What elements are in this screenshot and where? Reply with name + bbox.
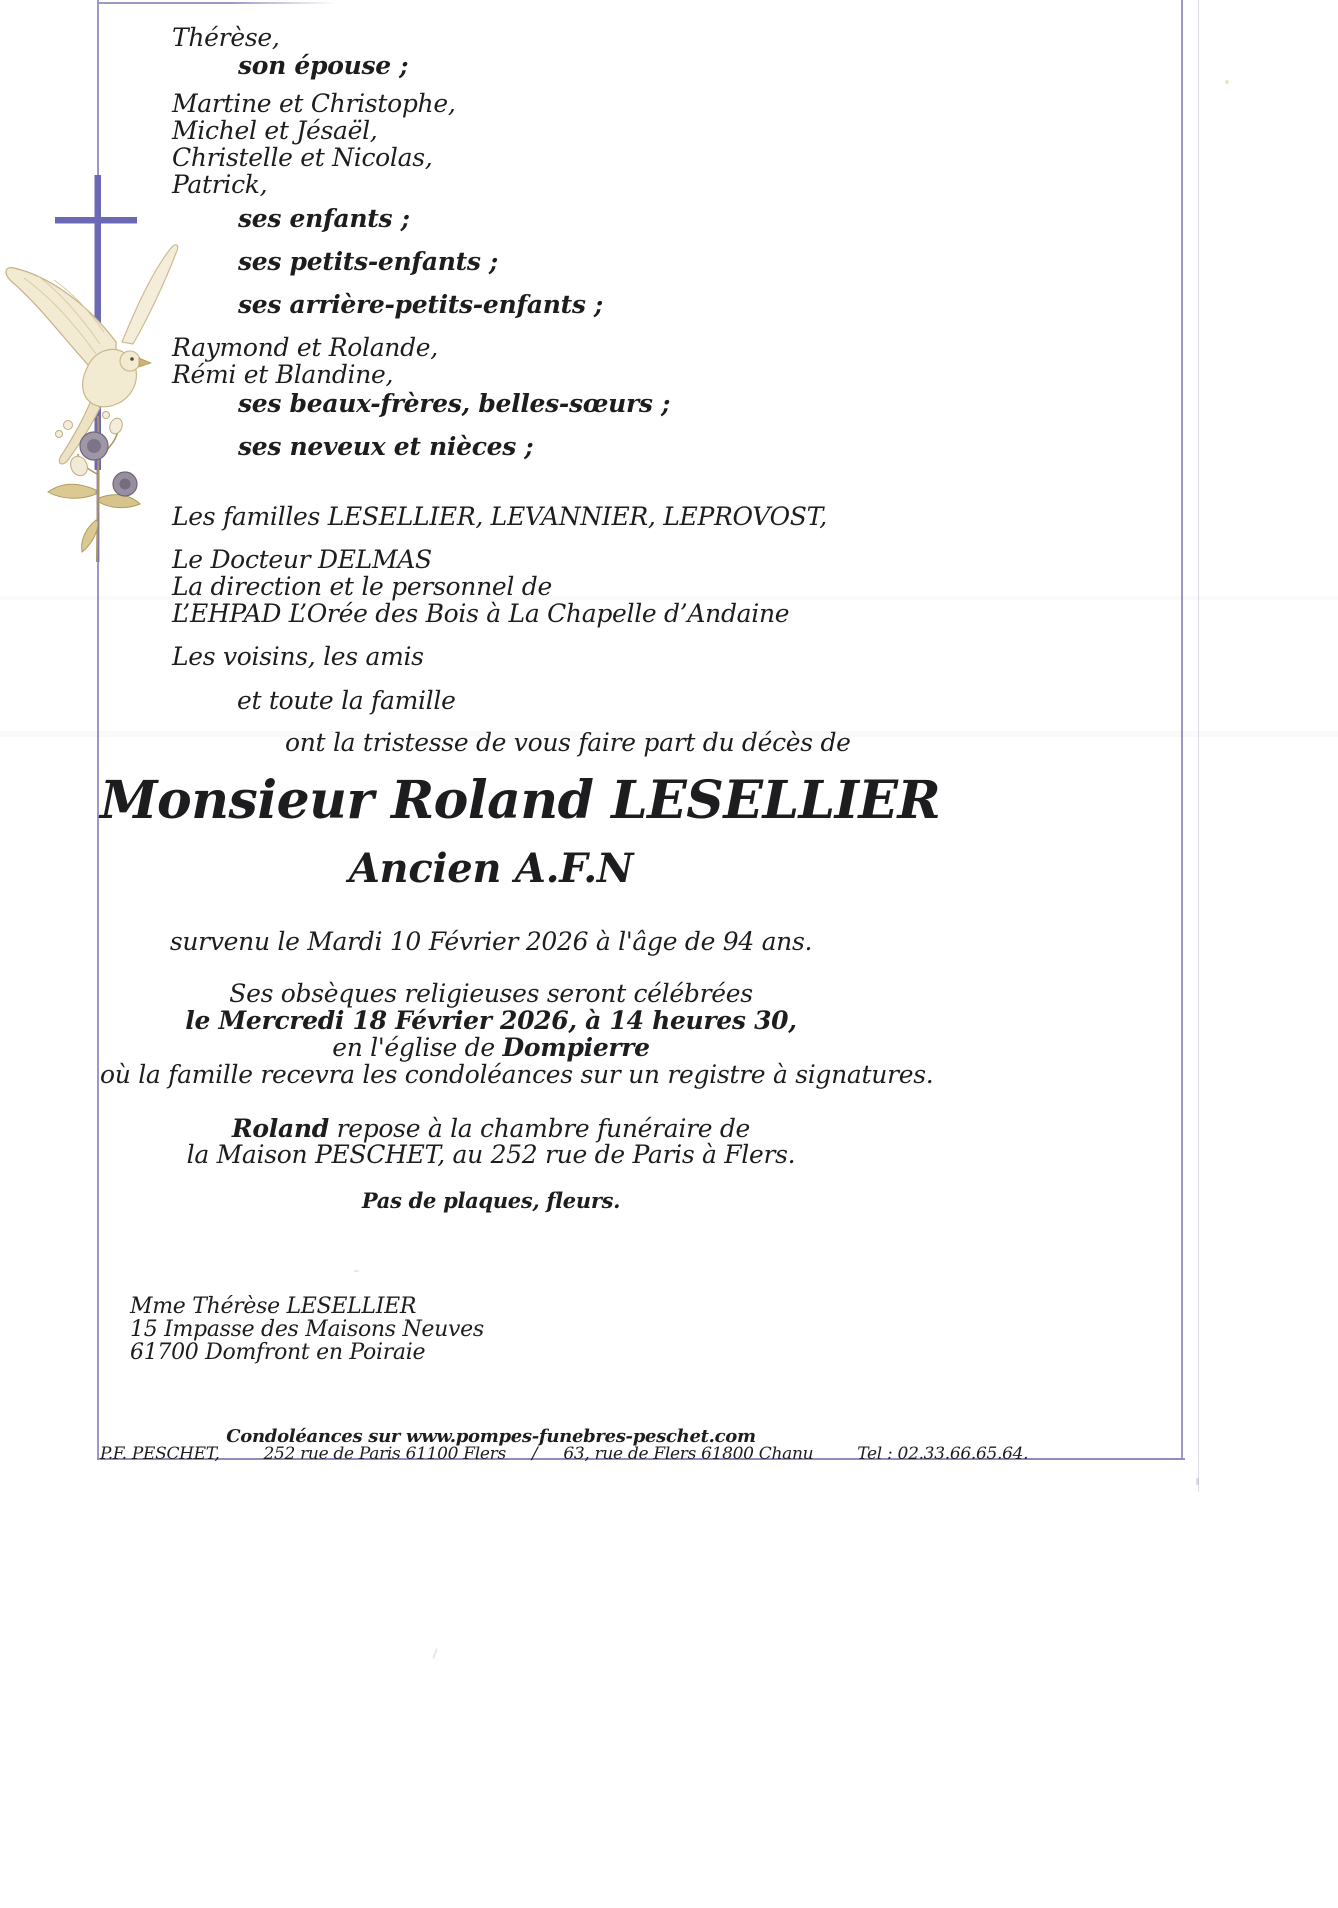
family-name: Patrick, xyxy=(172,170,268,199)
death-date-line: survenu le Mardi 10 Février 2026 à l'âge de 94 ans. xyxy=(169,927,813,956)
footer-address-chanu: 63, rue de Flers 61800 Chanu xyxy=(563,1444,814,1464)
page-border-top xyxy=(97,2,337,4)
footer-separator: / xyxy=(531,1444,538,1464)
family-relation: ses beaux-frères, belles-sœurs ; xyxy=(238,389,671,418)
family-name: Raymond et Rolande, xyxy=(172,333,438,362)
register-line: où la famille recevra les condoléances sur un registre à signatures. xyxy=(100,1060,934,1089)
neighbors-line: Les voisins, les amis xyxy=(172,642,424,671)
staff-line: La direction et le personnel de xyxy=(172,572,552,601)
church-name: Dompierre xyxy=(502,1033,650,1062)
family-relation: ses neveux et nièces ; xyxy=(238,432,534,461)
doctor-line: Le Docteur DELMAS xyxy=(172,545,432,574)
contact-city: 61700 Domfront en Poiraie xyxy=(130,1340,426,1365)
funeral-home-footer xyxy=(100,1441,1029,1468)
footer-address-flers: 252 rue de Paris 61100 Flers xyxy=(263,1444,506,1464)
repose-text: repose à la chambre funéraire de xyxy=(328,1114,751,1143)
family-relation: ses petits-enfants ; xyxy=(238,247,498,276)
family-name: Rémi et Blandine, xyxy=(172,360,394,389)
family-name: Christelle et Nicolas, xyxy=(172,143,433,172)
flowers-icon xyxy=(48,412,140,563)
scan-edge-line xyxy=(1198,0,1199,1492)
ceremony-church xyxy=(100,1034,882,1061)
scan-speck xyxy=(354,1270,359,1272)
contact-name: Mme Thérèse LESELLIER xyxy=(130,1294,417,1319)
closing-line: et toute la famille xyxy=(237,686,456,715)
family-name: Michel et Jésaël, xyxy=(172,116,378,145)
scan-speck xyxy=(432,1648,438,1659)
deceased-first-name: Roland xyxy=(231,1114,329,1143)
families-line: Les familles LESELLIER, LEVANNIER, LEPROVOST, xyxy=(172,502,827,531)
deceased-name: Monsieur Roland LESELLIER xyxy=(100,770,941,831)
family-relation: ses arrière-petits-enfants ; xyxy=(238,290,603,319)
deceased-subtitle: Ancien A.F.N xyxy=(348,845,634,892)
church-prefix: en l'église de xyxy=(332,1033,503,1062)
dove-icon xyxy=(6,245,178,464)
family-relation: ses enfants ; xyxy=(238,204,410,233)
footer-company: P.F. PESCHET, xyxy=(100,1444,220,1464)
family-name: Thérèse, xyxy=(172,23,280,52)
ceremony-line: Ses obsèques religieuses seront célébrées xyxy=(229,979,753,1008)
footer-phone: Tel : 02.33.66.65.64. xyxy=(857,1444,1029,1464)
announcement-line: ont la tristesse de vous faire part du décès de xyxy=(285,728,851,757)
condolences-website: Condoléances sur www.pompes-funebres-peschet.com xyxy=(226,1426,756,1447)
page-border-right xyxy=(1181,0,1183,1460)
ehpad-line: L’EHPAD L’Orée des Bois à La Chapelle d’Andaine xyxy=(172,599,790,628)
no-flowers-notice: Pas de plaques, fleurs. xyxy=(361,1188,621,1213)
ceremony-date: le Mercredi 18 Février 2026, à 14 heures 30, xyxy=(185,1006,797,1035)
family-relation: son épouse ; xyxy=(238,51,409,80)
scan-speck xyxy=(1225,80,1229,84)
family-name: Martine et Christophe, xyxy=(172,89,456,118)
repose-line xyxy=(100,1115,882,1142)
funeral-home-line: la Maison PESCHET, au 252 rue de Paris à Flers. xyxy=(186,1140,796,1169)
scan-speck xyxy=(1196,1478,1199,1485)
contact-street: 15 Impasse des Maisons Neuves xyxy=(130,1317,484,1342)
